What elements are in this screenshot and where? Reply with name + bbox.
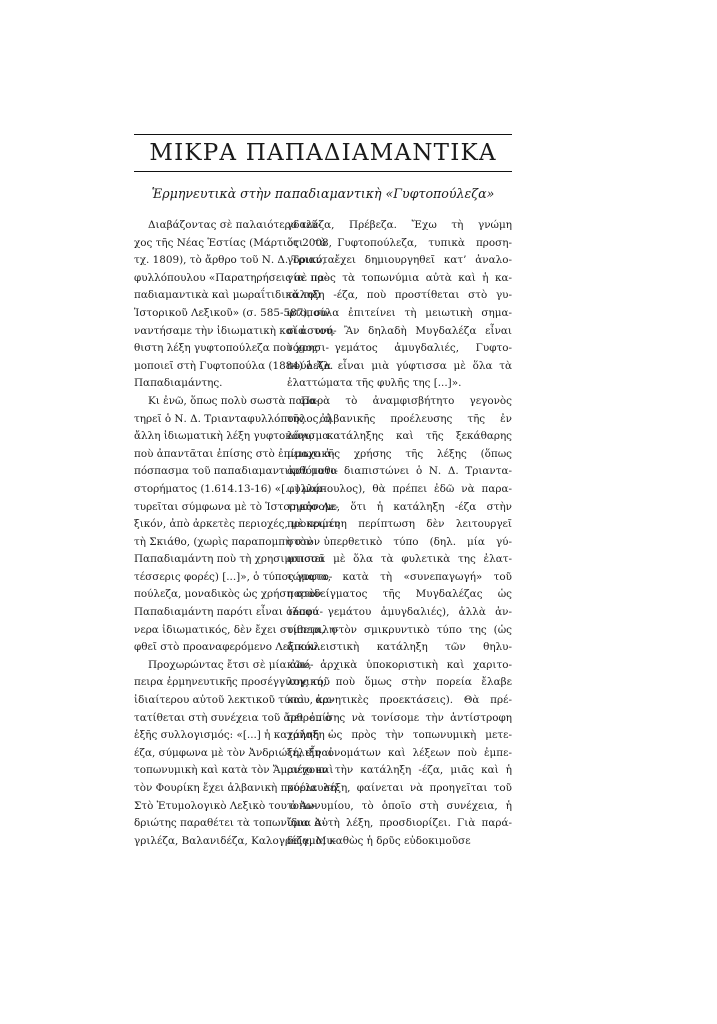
right-text-column <box>287 217 512 850</box>
text-line: ὅτι τὸ Γυφτοπούλεζα, τυπικὰ προση- <box>287 236 512 249</box>
text-line: θιστη λέξη γυφτοπούλεζα ποὺ χρησι- <box>134 342 330 355</box>
text-line: τυρεῖται σύμφωνα μὲ τὸ Ἱστορικὸν Λε- <box>134 500 339 513</box>
text-line: γορικό, ἔχει δημιουργηθεῖ κατ’ ἀναλο- <box>287 254 512 267</box>
text-line: τόπος γεμάτος ἀμυγδαλιές, Γυφτο- <box>287 342 512 355</box>
text-line: φθεῖ στὸ προαναφερόμενο Λεξικόν. <box>134 641 321 654</box>
text-line: πει ἐπίσης νὰ τονίσομε τὴν ἀντίστροφη <box>287 711 512 724</box>
text-line: Παπαδιαμάντης. <box>134 377 223 390</box>
text-line: λόγῳ κατάληξης καὶ τῆς ξεκάθαρης <box>287 430 512 443</box>
text-line: έζα, σύμφωνα μὲ τὸν Ἀνδριώτη, εἶναι <box>134 746 333 759</box>
text-line: μοποιεῖ στὴ Γυφτοπούλα (1884) ὁ Ἀλ. <box>134 359 334 372</box>
text-line: νερα ἰδιωματικός, δὲν ἔχει συμπεριλη- <box>134 623 339 636</box>
text-line: τάληξη -έζα, ποὺ προστίθεται στὸ γυ- <box>287 289 512 302</box>
text-line: στὸν ὑπερθετικὸ τύπο (δηλ. μία γύ- <box>287 535 512 548</box>
text-line: τὸν Φουρίκη ἔχει ἀλβανικὴ προέλευση. <box>134 782 341 794</box>
text-line: πειρα ἑρμηνευτικῆς προσέγγισης τοῦ <box>134 676 330 689</box>
text-line: ξέλιξη ὀνομάτων καὶ λέξεων ποὺ ἐμπε- <box>287 746 512 759</box>
text-line: τηρεῖ ὁ Ν. Δ. Τριανταφυλλόπουλος, ἡ <box>134 412 332 425</box>
text-line: ὀρθότατα διαπιστώνει ὁ Ν. Δ. Τριαντα- <box>287 465 512 478</box>
text-line: παδιαμαντικὰ καὶ μωραΐτιδικὰ τοῦ <box>134 289 321 302</box>
title-top-rule <box>134 134 512 135</box>
text-line: ναντήσαμε τὴν ἰδιωματικὴ καὶ ἀσυνή- <box>134 324 337 337</box>
text-line: πόσπασμα τοῦ παπαδιαμαντικοῦ μυθι- <box>134 465 339 478</box>
text-line: τοπωνυμίου, τὸ ὁποῖο στὴ συνέχεια, ἡ <box>287 799 512 812</box>
text-line: καὶ ἀρνητικὲς προεκτάσεις). Θὰ πρέ- <box>287 694 512 707</box>
text-line: Στὸ Ἐτυμολογικὸ Λεξικὸ του ὁ Ἀν- <box>134 799 318 812</box>
text-line: δριώτης παραθέτει τὰ τοπωνύμια Ἀ- <box>134 817 326 830</box>
text-line: τχ. 1809), τὸ ἄρθρο τοῦ Ν. Δ. Τριαντα- <box>134 254 339 267</box>
article-subtitle: Ἑρμηνευτικὰ στὴν παπαδιαμαντικὴ «Γυφτοπούλεζα» <box>151 186 495 201</box>
text-line: τῆς ἀλβανικῆς προέλευσης τῆς ἐν <box>287 412 512 425</box>
section-title: ΜΙΚΡΑ ΠΑΠΑΔΙΑΜΑΝΤΙΚΑ <box>149 140 497 166</box>
left-text-column <box>134 217 341 850</box>
text-line: στορήματος (1.614.13-16) «[...] μαρ- <box>134 482 326 495</box>
text-line: παραδείγματος τῆς Μυγδαλέζας ὡς <box>287 588 512 601</box>
text-line: χος τῆς Νέας Ἑστίας (Μάρτιος 2008, <box>134 236 332 249</box>
text-line: λογική, ποὺ ὅμως στὴν πορεία ἔλαβε <box>287 676 512 689</box>
text-line: ἰδιαίτερου αὐτοῦ λεκτικοῦ τύπου, κα- <box>134 694 334 707</box>
text-line: ριέχουν τὴν κατάληξη -έζα, μιᾶς καὶ ἡ <box>287 764 512 777</box>
text-line: μειωτικῆς χρήσης τῆς λέξης (ὅπως <box>287 447 512 460</box>
text-line: σία του. Ἂν δηλαδὴ Μυγδαλέζα εἶναι <box>287 324 512 337</box>
text-line: κῶν, ἀρχικὰ ὑποκοριστικὴ καὶ χαριτο- <box>287 658 512 671</box>
text-line: γδαλέζα, Πρέβεζα. Ἔχω τὴ γνώμη <box>287 219 512 231</box>
text-line: Παπαδιαμάντη ποὺ τὴ χρησιμοποιεῖ <box>134 553 325 566</box>
text-line: χρήση ὡς πρὸς τὴν τοπωνυμικὴ μετε- <box>287 729 512 742</box>
text-line: τοπωνυμικὴ καὶ κατὰ τὸν Ἄμαντο καὶ <box>134 764 334 777</box>
text-line: τίθετα, στὸν σμικρυντικὸ τύπο της (ὡς <box>287 623 512 636</box>
text-line: κύρια λέξη, φαίνεται νὰ προηγεῖται τοῦ <box>287 782 512 794</box>
text-line: δειγμα, καθὼς ἡ δρῦς εὐδοκιμοῦσε <box>287 834 471 847</box>
text-line: Ἱστορικοῦ Λεξικοῦ» (σ. 585-587), συ- <box>134 306 331 319</box>
text-line: γία πρὸς τὰ τοπωνύμια αὐτὰ καὶ ἡ κα- <box>287 271 512 284</box>
text-line: Διαβάζοντας σὲ παλαιότερο τεῦ- <box>148 219 322 231</box>
text-line: τώματα, κατὰ τὴ «συνεπαγωγή» τοῦ <box>287 570 512 583</box>
text-line: Παπαδιαμάντη παρότι εἶναι ὁλοφά- <box>134 606 324 619</box>
text-line: προκειμένη περίπτωση δὲν λειτουργεῖ <box>287 518 512 531</box>
text-line: ἀποκλειστικὴ κατάληξη τῶν θηλυ- <box>287 641 512 654</box>
text-line: ποὺ ἀπαντᾶται ἐπίσης στὸ ἐπίμαχο ἀ- <box>134 447 335 460</box>
text-line: φτισσα μὲ ὅλα τὰ φυλετικὰ της ἐλατ- <box>287 553 512 566</box>
text-line: πούλεζα εἶναι μιὰ γύφτισσα μὲ ὅλα τὰ <box>287 359 512 372</box>
text-line: γριλέζα, Βαλανιδέζα, Καλογρέζα, Μυ- <box>134 834 337 847</box>
text-line: ἑξῆς συλλογισμός: «[...] ἡ κατάληξη - <box>134 729 332 742</box>
text-line: τατίθεται στὴ συνέχεια τοῦ ἄρθρου ὁ <box>134 711 332 724</box>
text-line: ξικόν, ἀπὸ ἀρκετὲς περιοχές, μὲ πρώτη <box>134 518 341 531</box>
text-line: ἐλαττώματα τῆς φυλῆς της [...]». <box>287 377 462 390</box>
text-line: ἄλλη ἰδιωματικὴ λέξη γυφτοκόνισμα <box>134 430 330 443</box>
text-line: τέσσερις φορές) [...]», ὁ τύπος γυφτο- <box>134 570 333 583</box>
text-line: Κι ἐνῶ, ὅπως πολὺ σωστὰ παρα- <box>148 394 320 407</box>
text-line: φυλλόπουλος), θὰ πρέπει ἐδῶ νὰ παρα- <box>287 482 512 495</box>
text-line: τηρήσομε, ὅτι ἡ κατάληξη -έζα στὴν <box>287 500 512 513</box>
title-bottom-rule <box>134 171 512 172</box>
text-line: φυλλόπουλου «Παρατηρήσεις σὲ πα- <box>134 271 328 284</box>
text-line: Παρὰ τὸ ἀναμφισβήτητο γεγονὸς <box>301 394 512 407</box>
text-line: φτοπούλα ἐπιτείνει τὴ μειωτικὴ σημα- <box>287 306 512 319</box>
text-line: ἴδια αὐτὴ λέξη, προσδιορίζει. Γιὰ παρά- <box>287 817 512 830</box>
text-line: Προχωρώντας ἔτσι σὲ μία ἀπό- <box>148 658 314 671</box>
text-line: τόπου γεμάτου ἀμυγδαλιές), ἀλλὰ ἀν- <box>287 606 512 619</box>
text-line: τὴ Σκιάθο, (χωρὶς παραπομπὴ στὸν <box>134 535 321 548</box>
text-line: πούλεζα, μοναδικὸς ὡς χρήση στὸν <box>134 588 322 601</box>
